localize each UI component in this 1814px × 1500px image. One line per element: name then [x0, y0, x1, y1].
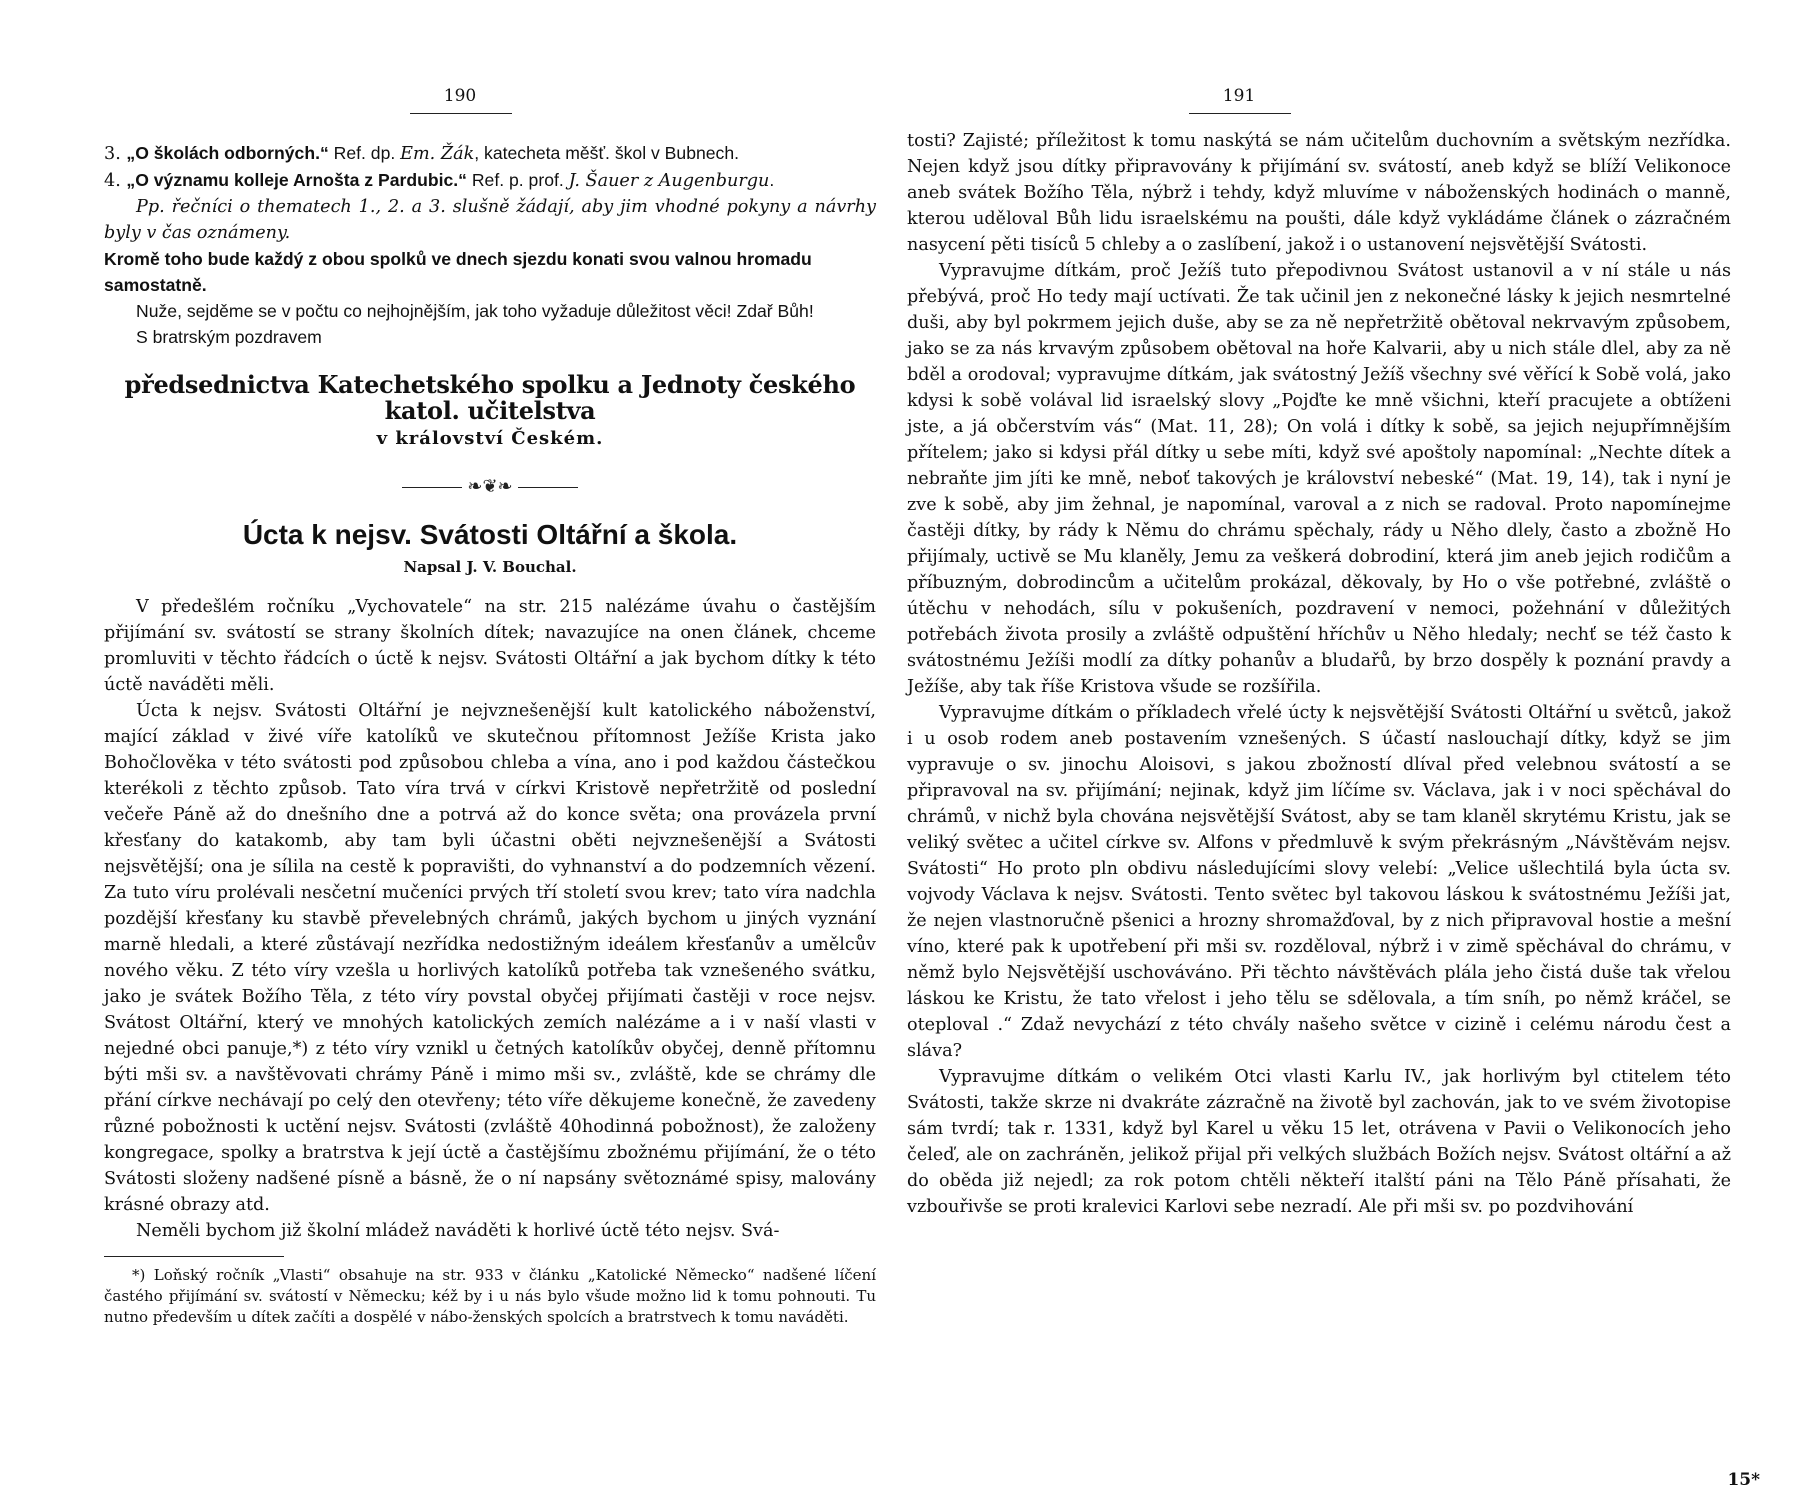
article-title: Úcta k nejsv. Svátosti Oltářní a škola.: [242, 519, 738, 550]
signature-line: předsednictva Katechetského spolku a Jednoty českého katol. učitelstva: [124, 370, 856, 425]
paragraph: tosti? Zajisté; příležitost k tomu naskýtá se nám učitelům duchovním a světským nezřídka. Nejen když jsou dítky připravovány k přijímání sv. svátostí, aneb když se blíží Velikonoce aneb svátek Božího Těla, nýbrž i tehdy, když mluvíme v náboženských hodinách o manně, kterou uděloval Bůh lidu israelskému na poušti, dále když vykládáme článek o zázračném nasycení pěti tisíců 5 chleby a o zaslíbení, jakož i o ustanovení nejsvětější Svátosti.: [907, 131, 1731, 255]
paragraph: Neměli bychom již školní mládež naváděti k horlivé úctě této nejsv. Svá-: [136, 1221, 780, 1241]
page-number: 191: [1222, 86, 1256, 106]
speakers-note: Pp. řečníci o thematech 1., 2. a 3. slušně žádají, aby jim vhodné pokyny a návrhy byly v čas oznámeny.: [104, 197, 876, 243]
right-column: [907, 128, 1731, 1220]
footnote: *) Loňský ročník „Vlasti“ obsahuje na str. 933 v článku „Katolické Německo“ nadšené líčení častého přijímání sv. svátostí v Německu; kéž by i u nás bylo všude možno lid k tomu pohnouti. Tu nutno především u dítek začíti a dospělé v nábo-ženských spolcích a bratrstvech k tomu naváděti.: [104, 1266, 876, 1326]
appeal-text: Nuže, sejděme se v počtu co nejhojnějším, jak toho vyžaduje důležitost věci! Zdař Bůh!: [136, 301, 814, 321]
left-column: [104, 140, 876, 1328]
page-number-rule: [1189, 113, 1291, 114]
list-item: 3. „O školách odborných.“ Ref. dp. Em. Žák, katecheta měšť. škol v Bubnech.: [104, 143, 740, 164]
paragraph: Úcta k nejsv. Svátosti Oltářní je nejvznešenější kult katolického náboženství, mající základ v živé víře katolíků ve skutečnou přítomnost Ježíše Krista jako Bohočlověka v této svátosti pod způsobou chleba a vína, ano i pod každou částečkou kterékoli z těchto způsob. Tato víra trvá v církvi Kristově nepřetržitě od poslední večeře Páně až do dnešního dne a potrvá až do konce světa; ona provázela první křesťany do katakomb, aby tam byli účastni oběti nejvznešenější a Svátosti nejsvětější; ona je sílila na cestě k popravišti, do vyhnanství a do podzemních vězení. Za tuto víru prolévali nesčetní mučeníci prvých tří století svou krev; tato víra nadchla pozdější křesťany ku stavbě převelebných chrámů, jakých bychom u jiných vyznání marně hledali, a které zůstávají nezřídka nedostižným ideálem křesťanův a umělcův nového věku. Z této víry vzešla u horlivých katolíků potřeba tak vznešeného svátku, jako je svátek Božího Těla, z této víry povstal obyčej přijímati častěji v roce nejsv. Svátost Oltářní, který ve mnohých katolických zemích nalézáme a i v naší vlasti v nejedné obci panuje,*) z této víry vznikl u četných katolíkův obyčej, denně přítomnu býti mši sv. a navštěvovati chrámy Páně i mimo mši sv., zvláště, kde se chrámy dle přání církve nechávají po celý den otevřeny; této víře děkujeme konečně, že zavedeny různé pobožnosti k uctění nejsv. Svátosti (zvláště 40hodinná pobožnost), že založeny kongregace, spolky a bratrstva k její úctě a častějšímu zbožnému přijímání, že o této Svátosti složeny nadšené písně a básně, že o ní napsány světoznámé spisy, malovány krásné obrazy atd.: [104, 701, 876, 1215]
ornament-icon: ❧❦❧: [467, 476, 513, 497]
article-byline: Napsal J. V. Bouchal.: [403, 558, 577, 576]
sheet-signature: 15*: [1727, 1470, 1760, 1490]
page-number: 190: [443, 86, 477, 106]
paragraph: Vypravujme dítkám, proč Ježíš tuto přepodivnou Svátost ustanovil a v ní stále u nás přebývá, proč Ho tedy mají uctívati. Že tak učinil jen z nekonečné lásky k jejich nesmrtelné duši, aby byl pokrmem jejich duše, aby se za ně nepřetržitě obětoval nekrvavým způsobem, jako se za nás krvavým způsobem obětoval na hoře Kalvarii, aby u nich stále dlel, aby za ně bděl a orodoval; vypravujme dítkám, jak svátostný Ježíš všechny své věřící k Sobě volá, jako kdysi k sobě volával lid israelský slovy „Pojďte ke mně všichni, kteří pracujete a obtíženi jste, a já občerstvím vás“ (Mat. 11, 28); On volá i dítky k sobě, sa jejich nejupřímnějším přítelem; jako si kdysi přál dítky u sebe míti, když své apoštoly napomínal: „Nechte dítek a nebraňte jim jíti ke mně, neboť takových je království nebeské“ (Mat. 19, 14), tak i nyní je zve k sobě, aby jim žehnal, je napomínal, varoval a z nich se radoval. Proto napomínejme častěji dítky, by rády k Němu do chrámu spěchaly, rády u Něho dlely, často a zbožně Ho přijímaly, uctivě se Mu klaněly, Jemu za veškerá dobrodiní, která jim aneb jejich rodičům a příbuzným, dobrodincům a učitelům prokázal, děkovaly, by Ho o vše potřebné, zvláště o útěchu v nehodách, sílu v pokušeních, pozdravení v nemoci, požehnání v důležitých potřebách života prosily a zvláště odpuštění hříchův u Něho hledaly; nechť se též často k svátostnému Ježíši modlí za dítky pohanův a bludařů, by brzo dospěly k poznání pravdy a Ježíše, aby tak říše Kristova všude se rozšířila.: [907, 261, 1731, 697]
greeting: S bratrským pozdravem: [136, 327, 322, 347]
paragraph: Vypravujme dítkám o velikém Otci vlasti Karlu IV., jak horlivým byl ctitelem této Svátosti, takže skrze ni dvakráte zázračně na životě byl zachován, jak to ve svém životopise sám tvrdí; tak r. 1331, když byl Karel u věku 15 let, otrávena v Pavii o Velikonocích jeho čeleď, ale on zachráněn, jelikož přijal při velkých službách Božích nejsv. Svátost oltářní a až do oběda již nejedl; za rok potom chtěli někteří italští páni na Tělo Páně přísahati, že vzbouřivše se proti kralevici Karlovi sebe nezradí. Ale při mši sv. po pozdvihování: [907, 1067, 1731, 1217]
right-page: [907, 0, 1814, 1500]
assembly-announcement: Kromě toho bude každý z obou spolků ve dnech sjezdu konati svou valnou hromadu samostatně.: [104, 249, 812, 295]
paragraph: V předešlém ročníku „Vychovatele“ na str. 215 nalézáme úvahu o častějším přijímání sv. svátostí se strany školních dítek; navazujíce na onen článek, chceme promluviti v těchto řádcích o úctě k nejsv. Svátosti Oltářní a jak bychom dítky k této úctě naváděti měli.: [104, 597, 876, 695]
footnote-rule: [104, 1256, 284, 1257]
paragraph: Vypravujme dítkám o příkladech vřelé úcty k nejsvětější Svátosti Oltářní u světců, jakož i u osob rodem aneb postavením vznešených. S účastí naslouchají dítky, když se jim vypravuje o sv. jinochu Aloisovi, s jakou zbožností dlíval před velebnou svátostí a se připravoval na sv. přijímání; nejinak, když jim líčíme sv. Václava, jak i v noci spěchával do chrámů, v nichž byla chována nejsvětější Svátost, aby se tam klaněl skrytému Kristu, jak se veliký světec a učitel církve sv. Alfons v předmluvě k svým překrásným „Návštěvám nejsv. Svátosti“ Ho proto pln obdivu následujícími slovy velebí: „Velice ušlechtilá byla úcta sv. vojvody Václava k nejsv. Svátosti. Tento světec byl takovou láskou k svátostnému Ježíši jat, že nejen vlastnoručně pšenici a hrozny shromažďoval, by z nich připravoval hostie a mešní víno, které pak k upotřebení při mši sv. rozděloval, nýbrž i v zimě spěchával do chrámu, v němž bylo Nejsvětější uschováváno. Při těchto návštěvách plála jeho čistá duše tak vřelou láskou ke Kristu, že tato vřelost i jeho tělu se sdělovala, a tím sníh, po němž kráčel, se oteploval .“ Zdaž nevychází z této chvály našeho světce v cizině i celému národu čest a sláva?: [907, 703, 1731, 1061]
page-number-rule: [410, 113, 512, 114]
ornament-divider: [104, 474, 876, 500]
signature-line-2: v království Českém.: [376, 428, 604, 449]
list-item: 4. „O významu kolleje Arnošta z Pardubic.“ Ref. p. prof. J. Šauer z Augenburgu.: [104, 170, 775, 191]
